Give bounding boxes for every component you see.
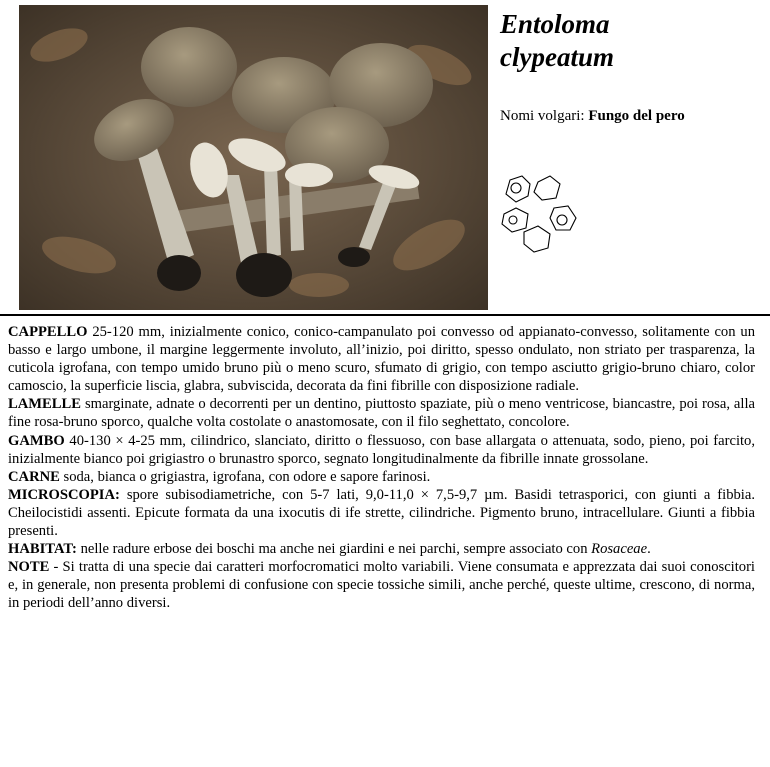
habitat-text: nelle radure erbose dei boschi ma anche nei giardini e nei parchi, sempre associato con bbox=[76, 541, 592, 558]
carne-text: soda, bianca o grigiastra, igrofana, con odore e sapore farinosi. bbox=[59, 468, 431, 485]
note-heading: NOTE bbox=[8, 559, 50, 576]
note-text: - Si tratta di una specie dai caratteri morfocromatici molto variabili. Viene consumata e apprezzata dai suoi conoscitori e, in generale, non presenta problemi di confusione con specie tossiche simili, anche perché, queste ultime, crescono, di norma, in periodi dell’anno diversi. bbox=[8, 559, 755, 612]
description bbox=[8, 323, 755, 613]
species-title bbox=[500, 8, 614, 74]
horizontal-divider bbox=[0, 314, 770, 316]
section-note bbox=[8, 558, 755, 612]
habitat-italic: Rosaceae bbox=[591, 541, 648, 558]
microscopia-text: spore subisodiametriche, con 5-7 lati, 9,0-11,0 × 7,5-9,7 µm. Basidi tetrasporici, con giunti a fibbia. Cheilocistidi assenti. Epicute formata da una ixocutis di ife strette, cilindriche. Pigmento bruno, intracellulare. Giunti a fibbia presenti. bbox=[8, 486, 755, 540]
section-habitat bbox=[8, 540, 755, 558]
habitat-tail: . bbox=[647, 541, 651, 558]
cappello-text: 25-120 mm, inizialmente conico, conico-campanulato poi convesso od appianato-convesso, solitamente con un basso e largo umbone, il margine leggermente involuto, all’inizio, poi diritto, spesso ondulato, non striato per trasparenza, la cuticola igrofana, con tempo umido bruno più o meno scuro, sfumato di grigio, con tempo asciutto grigio-bruno chiaro, color camoscio, la superficie liscia, glabra, subviscida, decorata da fini fibrille con disposizione radiale. bbox=[8, 324, 755, 395]
carne-heading: CARNE bbox=[8, 468, 60, 485]
spore-drawing bbox=[498, 170, 582, 254]
species-epithet: clypeatum bbox=[500, 42, 614, 72]
habitat-heading: HABITAT: bbox=[8, 541, 77, 558]
microscopia-heading: MICROSCOPIA: bbox=[8, 486, 120, 503]
section-lamelle bbox=[8, 395, 755, 431]
lamelle-text: smarginate, adnate o decorrenti per un dentino, piuttosto spaziate, più o meno ventricose, biancastre, poi rosa, alla fine rosa-bruno sporco, qualche volta costolate o anastomosate, con il filo seghettato, concolore. bbox=[8, 396, 755, 431]
gambo-text: 40-130 × 4-25 mm, cilindrico, slanciato, diritto o flessuoso, con base allargata o attenuata, sodo, pieno, poi farcito, inizialmente bianco poi grigiastro o brunastro sporco, segnato longitudinalmente da fibrille innate grossolane. bbox=[8, 432, 755, 467]
genus-name: Entoloma bbox=[500, 9, 610, 39]
lamelle-heading: LAMELLE bbox=[8, 396, 81, 413]
section-microscopia bbox=[8, 486, 755, 540]
common-names bbox=[500, 108, 685, 125]
common-name-value: Fungo del pero bbox=[588, 108, 685, 124]
section-carne bbox=[8, 468, 755, 486]
mushroom-photo bbox=[19, 5, 488, 310]
section-cappello bbox=[8, 323, 755, 395]
common-names-label: Nomi volgari: bbox=[500, 108, 585, 124]
section-gambo bbox=[8, 432, 755, 468]
cappello-heading: CAPPELLO bbox=[8, 324, 88, 340]
gambo-heading: GAMBO bbox=[8, 432, 65, 449]
